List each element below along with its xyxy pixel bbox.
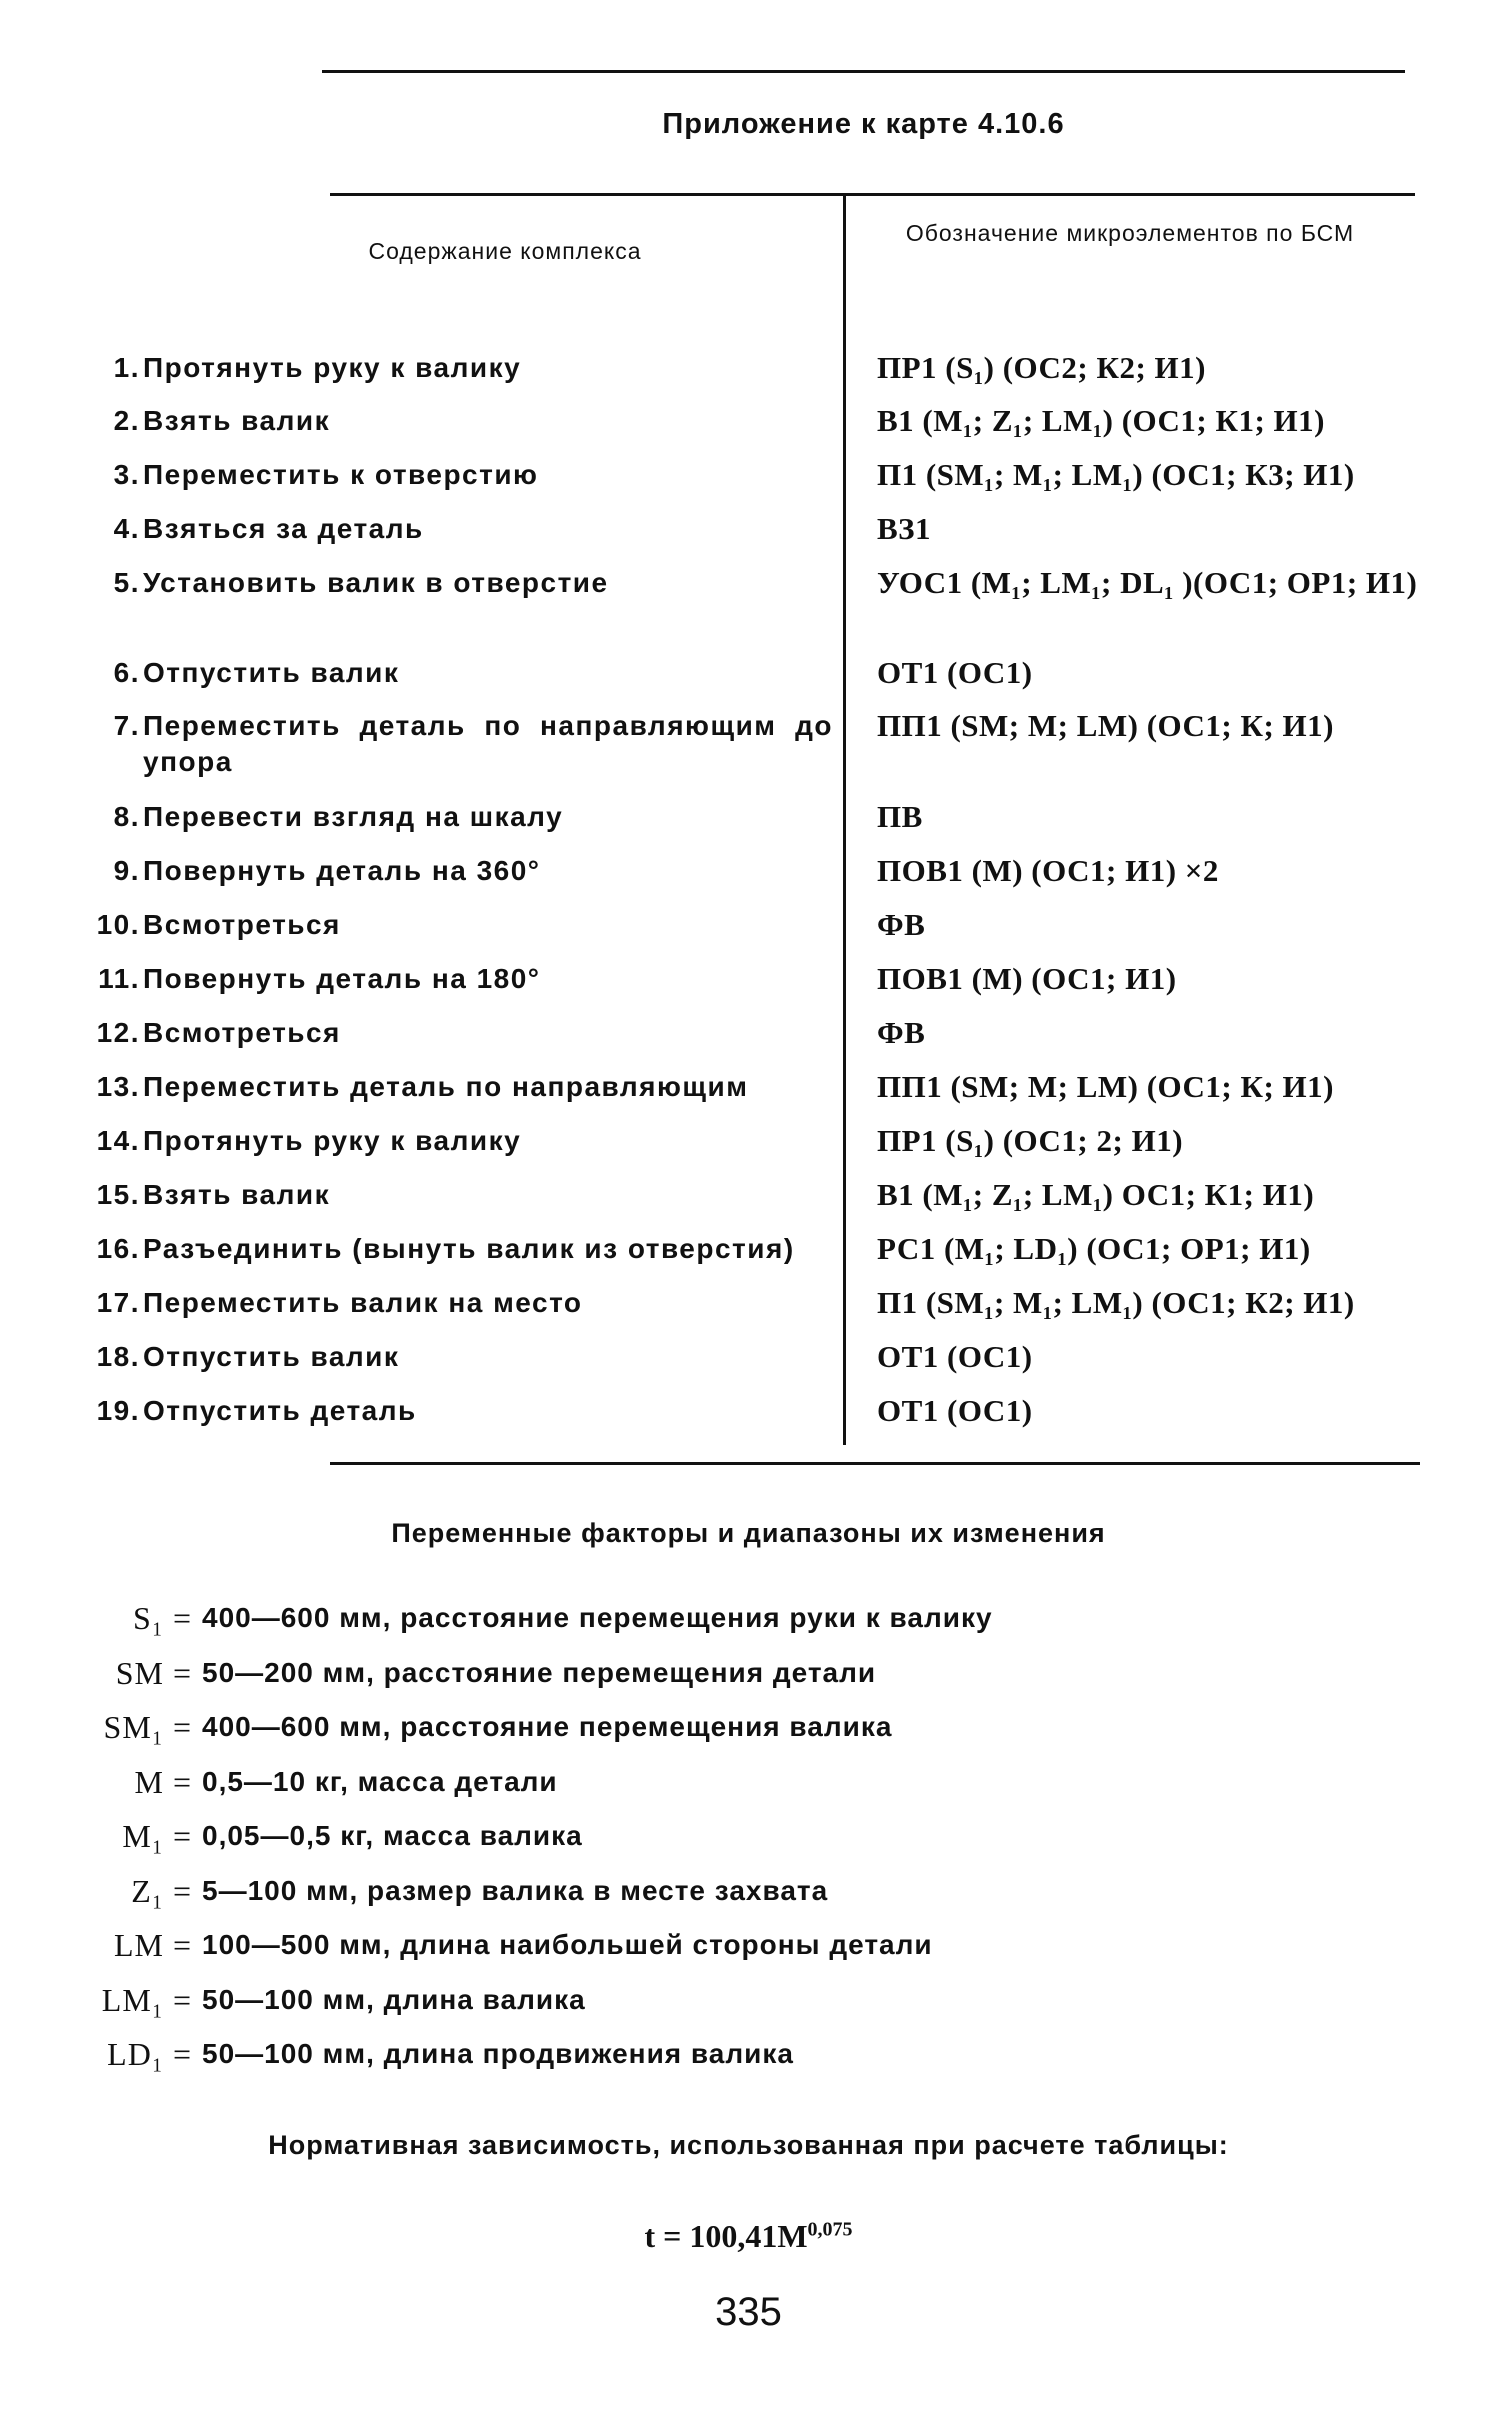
- row-number: 9.: [113, 855, 140, 886]
- row-code: ФВ: [877, 1015, 926, 1050]
- column-header-content: Содержание комплекса: [368, 238, 642, 264]
- row-number: 5.: [113, 567, 140, 598]
- variable-description: 0,05—0,5 кг, масса валика: [202, 1820, 583, 1851]
- row-number: 12.: [96, 1017, 140, 1048]
- row-code: ОТ1 (ОС1): [877, 1393, 1033, 1428]
- formula-base: t = 100,41M: [644, 2218, 808, 2254]
- column-divider: [843, 195, 846, 1445]
- row-number: 6.: [113, 657, 140, 688]
- variable-description: 400—600 мм, расстояние перемещения валика: [202, 1711, 893, 1742]
- row-number: 3.: [113, 459, 140, 490]
- row-text: Повернуть деталь на 180°: [143, 963, 541, 994]
- page-number: 335: [715, 2290, 782, 2334]
- row-code: ФВ: [877, 907, 926, 942]
- row-number: 19.: [96, 1395, 140, 1426]
- row-number: 7.: [113, 710, 140, 741]
- row-code: ОТ1 (ОС1): [877, 1339, 1033, 1374]
- variable-symbol: SM =: [115, 1654, 192, 1691]
- variable-description: 50—200 мм, расстояние перемещения детали: [202, 1656, 877, 1688]
- row-text: Переместить деталь по направляющим до упора: [143, 710, 833, 777]
- table-bottom-rule: [330, 1462, 1420, 1465]
- variable-symbol: LM =: [113, 1927, 192, 1963]
- row-code: ПП1 (SM; M; LM) (ОС1; К; И1): [877, 1069, 1334, 1104]
- row-code: ПР1 (S₁) (ОС2; К2; И1): [877, 350, 1206, 385]
- top-rule: [322, 70, 1405, 73]
- row-number: 8.: [113, 801, 140, 832]
- row-text: Установить валик в отверстие: [143, 567, 609, 598]
- row-code: ПП1 (SM; M; LM) (ОС1; К; И1): [877, 708, 1334, 743]
- row-text: Взять валик: [143, 1179, 331, 1210]
- variable-description: 50—100 мм, длина валика: [202, 1983, 586, 2015]
- row-text: Всмотреться: [143, 909, 341, 940]
- variables-title: Переменные факторы и диапазоны их изменения: [391, 1518, 1106, 1548]
- row-text: Перевести взгляд на шкалу: [143, 801, 564, 832]
- row-text: Переместить валик на место: [143, 1287, 583, 1318]
- row-text: Взяться за деталь: [143, 513, 424, 544]
- row-code: УОС1 (M₁; LM₁; DL₁ )(ОС1; ОР1; И1): [877, 565, 1418, 600]
- row-text: Всмотреться: [143, 1017, 341, 1048]
- row-code: ПВ: [877, 799, 923, 834]
- row-text: Взять валик: [143, 405, 331, 436]
- row-number: 15.: [96, 1179, 140, 1210]
- row-code: ПР1 (S₁) (ОС1; 2; И1): [877, 1123, 1184, 1158]
- row-code: ПОВ1 (M) (ОС1; И1): [877, 961, 1177, 996]
- row-text: Повернуть деталь на 360°: [143, 855, 541, 886]
- variable-symbol: Z₁ =: [131, 1872, 192, 1909]
- variable-description: 0,5—10 кг, масса детали: [202, 1765, 558, 1797]
- variable-description: 100—500 мм, длина наибольшей стороны детали: [202, 1929, 933, 1960]
- row-code: П1 (SM₁; M₁; LM₁) (ОС1; К2; И1): [877, 1285, 1355, 1320]
- table-top-rule: [330, 193, 1415, 196]
- row-number: 4.: [113, 513, 140, 544]
- formula-exponent: 0,075: [807, 2218, 853, 2241]
- row-number: 16.: [96, 1233, 140, 1264]
- row-number: 11.: [98, 963, 140, 994]
- row-text: Отпустить деталь: [143, 1395, 417, 1426]
- normative-title: Нормативная зависимость, использованная при расчете таблицы:: [268, 2130, 1229, 2160]
- variable-symbol: M =: [134, 1763, 192, 1800]
- row-code: РС1 (M₁; LD₁) (ОС1; ОР1; И1): [877, 1231, 1311, 1266]
- column-header-codes: Обозначение микроэлементов по БСМ: [905, 220, 1355, 246]
- row-text: Отпустить валик: [143, 1341, 400, 1372]
- page-title: Приложение к карте 4.10.6: [662, 108, 1065, 140]
- row-number: 2.: [113, 405, 140, 436]
- variable-symbol: S₁ =: [133, 1600, 192, 1636]
- row-text: Протянуть руку к валику: [143, 352, 522, 383]
- row-number: 13.: [96, 1071, 140, 1102]
- variable-description: 5—100 мм, размер валика в месте захвата: [202, 1874, 829, 1906]
- row-text: Переместить к отверстию: [143, 459, 539, 490]
- variable-symbol: LM₁ =: [101, 1981, 192, 2018]
- formula: [0, 2218, 1497, 2255]
- row-code: В1 (M₁; Z₁; LM₁) ОС1; К1; И1): [877, 1177, 1315, 1212]
- row-number: 10.: [96, 909, 140, 940]
- row-code: В1 (M₁; Z₁; LM₁) (ОС1; К1; И1): [877, 403, 1325, 438]
- row-number: 17.: [96, 1287, 140, 1318]
- row-number: 1.: [113, 352, 140, 383]
- row-number: 18.: [96, 1341, 140, 1372]
- variable-symbol: M₁ =: [122, 1818, 192, 1854]
- variable-symbol: SM₁ =: [103, 1709, 192, 1745]
- row-code: ВЗ1: [877, 511, 932, 546]
- variable-description: 50—100 мм, длина продвижения валика: [202, 2038, 794, 2069]
- row-text: Переместить деталь по направляющим: [143, 1071, 749, 1102]
- row-code: ОТ1 (ОС1): [877, 655, 1033, 690]
- variable-description: 400—600 мм, расстояние перемещения руки к валику: [202, 1602, 993, 1633]
- row-text: Протянуть руку к валику: [143, 1125, 522, 1156]
- row-code: ПОВ1 (M) (ОС1; И1) ×2: [877, 853, 1219, 888]
- variable-symbol: LD₁ =: [107, 2036, 192, 2072]
- row-number: 14.: [96, 1125, 140, 1156]
- row-text: Разъединить (вынуть валик из отверстия): [143, 1233, 795, 1264]
- row-text: Отпустить валик: [143, 657, 400, 688]
- row-code: П1 (SM₁; M₁; LM₁) (ОС1; К3; И1): [877, 457, 1355, 492]
